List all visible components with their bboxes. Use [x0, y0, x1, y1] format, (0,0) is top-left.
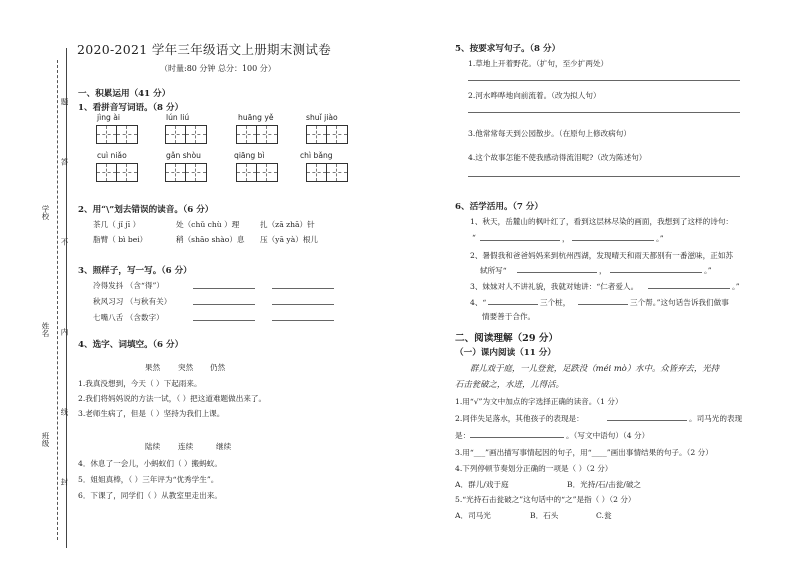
s6-quote-close-2: 。”: [704, 266, 712, 275]
reading-q2: 2.同伴失足落水，其他孩子的表现是：: [455, 414, 584, 423]
q3-heading: 3、照样子，写一写。（6 分）: [78, 266, 192, 276]
pinyin-3: huāng yě: [238, 113, 274, 122]
s6-item-2: 2、暑假我和爸爸妈妈来到杭州西湖，发现晴天和雨天都别有一番滋味，正如苏: [470, 251, 734, 260]
grade-label: 班级: [41, 432, 50, 447]
binding-char-5: 线: [60, 408, 69, 416]
section2-sub: （一）课内阅读（11 分）: [455, 348, 556, 358]
reading-q4-a: A．群儿/戏于庭: [455, 480, 509, 489]
binding-char-1: 题: [60, 98, 69, 106]
q4-word-3: 仍然: [210, 363, 226, 372]
q4-sentence-4: 4．休息了一会儿，小蚂蚁们（ ）搬蚂蚁。: [78, 459, 222, 468]
reading-q5-a: A．司马光: [455, 511, 491, 520]
q4-word-1: 果然: [145, 363, 161, 372]
s5-item-1: 1.草地上开着野花。（扩句，至少扩两处）: [468, 59, 609, 68]
q3-item-3: 七嘴八舌 （含数字）: [93, 313, 164, 322]
section6-heading: 6、活学活用。（7 分）: [455, 202, 543, 212]
pinyin-1: jìng ài: [97, 113, 121, 122]
q4-word-2: 突然: [178, 363, 194, 372]
q4-sentence-6: 6．下课了，同学们（ ）从教室里走出来。: [78, 491, 222, 500]
q4-word-4: 陆续: [145, 442, 161, 451]
s6-blank-1a[interactable]: [480, 240, 560, 241]
s5-answer-1[interactable]: [468, 80, 740, 81]
writing-grid-4[interactable]: [306, 125, 348, 144]
q2-item-1: 茶几（ jǐ jī ）: [93, 220, 141, 229]
reading-q4-b: B．光持/石/击瓮/破之: [567, 480, 642, 489]
q4-heading: 4、选字、词填空。（6 分）: [78, 340, 184, 350]
s5-item-4: 4.这个故事怎能不使我感动得流泪呢?（改为陈述句）: [468, 153, 647, 162]
q4-sentence-5: 5．姐姐真棒，（ ）三年评为“优秀学生”。: [78, 475, 219, 484]
q4-sentence-3: 3.老师生病了，但是（ ）坚持为我们上课。: [78, 409, 225, 418]
q3-item-1: 冷得发抖 （含“得”）: [93, 281, 164, 290]
s6-comma-1: ，: [562, 234, 570, 243]
s6-item-4: 4、“: [470, 298, 487, 307]
q3-blank-3a[interactable]: [193, 320, 255, 321]
binding-line: [66, 48, 67, 548]
reading-q2-blank-2[interactable]: [470, 437, 564, 438]
writing-grid-7[interactable]: [236, 163, 278, 182]
q3-item-2: 秋风习习 （与秋有关）: [93, 297, 172, 306]
s6-item-4b: 三个桩，: [540, 298, 571, 307]
s5-answer-4[interactable]: [468, 176, 740, 177]
s6-item-3: 3、妹妹对人不讲礼貌，我就对她讲：“仁者爱人。: [470, 282, 639, 291]
binding-char-4: 内: [60, 328, 69, 336]
s6-item-4c: 三个帮。”这句话告诉我们做事: [630, 298, 729, 307]
binding-dash-line: [57, 60, 58, 540]
binding-char-3: 不: [60, 238, 69, 246]
reading-q2-c: 。（写文中语句）（4 分）: [566, 431, 650, 440]
q1-heading: 1、看拼音写词语。（8 分）: [78, 103, 184, 113]
q2-item-6: 压（yā yà）根儿: [260, 235, 319, 244]
reading-q5: 5.“光持石击瓮破之”这句话中的“之”是指（ ）（2 分）: [455, 495, 636, 504]
passage-line-2: 石击瓮破之，水迸，儿得活。: [455, 379, 564, 389]
s6-blank-4a[interactable]: [488, 304, 538, 305]
passage-line-1: 群儿戏于庭，一儿登瓮，足跌没（méi mò）水中。众皆弃去，光持: [470, 363, 719, 373]
q4-word-6: 继续: [216, 442, 232, 451]
q2-item-2: 处（chǔ chù ）理: [176, 220, 240, 229]
s6-blank-2b[interactable]: [610, 272, 702, 273]
page-subtitle: （时量:80 分钟 总分：100 分）: [160, 64, 276, 73]
q4-word-5: 连续: [178, 442, 194, 451]
section5-heading: 5、按要求写句子。（8 分）: [455, 44, 561, 54]
s6-item-2b: 轼所写“: [480, 266, 507, 275]
reading-q2-mid: 。司马光的表现: [689, 414, 743, 423]
q2-item-5: 稍（shāo shào）息: [176, 235, 245, 244]
binding-char-6: 封: [60, 478, 69, 486]
school-label: 学校: [41, 205, 50, 220]
reading-q2-blank-1[interactable]: [607, 420, 687, 421]
writing-grid-5[interactable]: [96, 163, 138, 182]
s6-quote-open-1: “: [472, 233, 476, 242]
writing-grid-6[interactable]: [165, 163, 207, 182]
s6-blank-3[interactable]: [648, 288, 730, 289]
s5-answer-2[interactable]: [468, 112, 740, 113]
writing-grid-3[interactable]: [236, 125, 278, 144]
reading-q2-b: 是：: [455, 431, 471, 440]
writing-grid-1[interactable]: [96, 125, 138, 144]
s6-quote-close-3: 。”: [732, 282, 740, 291]
s6-comma-2: ，: [599, 266, 607, 275]
s5-item-3: 3.他常常每天到公园散步。（在原句上修改病句）: [468, 129, 631, 138]
q2-item-3: 扎（zā zhā）针: [260, 220, 315, 229]
writing-grid-2[interactable]: [165, 125, 207, 144]
q4-sentence-1: 1.我真没想到，今天（ ）下起雨来。: [78, 379, 202, 388]
q4-sentence-2: 2.我们将妈妈说的方法一试，（ ）把这道难题做出来了。: [78, 394, 267, 403]
page-title: 2020-2021 学年三年级语文上册期末测试卷: [77, 42, 332, 57]
reading-q5-b: B．石头: [530, 511, 559, 520]
pinyin-5: cuì niǎo: [97, 151, 127, 160]
writing-grid-8[interactable]: [306, 163, 348, 182]
section2-heading: 二、阅读理解（29 分）: [455, 333, 559, 344]
q2-item-4: 脂臂（ bì bei）: [93, 235, 148, 244]
s6-item-4d: 情要善于合作。: [482, 312, 536, 321]
q3-blank-1a[interactable]: [193, 288, 255, 289]
q3-blank-2a[interactable]: [193, 304, 255, 305]
s6-blank-4b[interactable]: [578, 304, 628, 305]
q3-blank-3b[interactable]: [272, 320, 334, 321]
s6-quote-close-1: 。”: [656, 234, 664, 243]
pinyin-2: lún liú: [166, 113, 190, 122]
pinyin-6: gǎn shòu: [166, 151, 201, 160]
q3-blank-1b[interactable]: [272, 288, 334, 289]
reading-q1: 1.用“√”为文中加点的字选择正确的读音。（1 分）: [455, 397, 623, 406]
s6-blank-2a[interactable]: [517, 272, 597, 273]
reading-q3: 3.用“___”画出描写事情起因的句子，用“____”画出事情结果的句子。（2 分）: [455, 448, 713, 457]
pinyin-7: qiāng bì: [234, 151, 265, 160]
section1-heading: 一、积累运用（41 分）: [78, 89, 171, 99]
s5-item-2: 2.河水哗哗地向前流着。（改为拟人句）: [468, 91, 601, 100]
reading-q5-c: C.瓮: [596, 511, 612, 520]
reading-q4: 4.下列停顿节奏划分正确的一项是（ ）（2 分）: [455, 464, 613, 473]
s6-item-1: 1、秋天，岳麓山的枫叶红了，看到这层林尽染的画面，我想到了这样的诗句：: [470, 217, 734, 226]
pinyin-8: chì bǎng: [300, 151, 333, 160]
q2-heading: 2、用“\”划去错误的读音。（6 分）: [78, 205, 214, 215]
binding-char-2: 答: [60, 158, 69, 166]
s6-blank-1b[interactable]: [572, 240, 654, 241]
pinyin-4: shuǐ jiào: [306, 113, 338, 122]
q3-blank-2b[interactable]: [272, 304, 334, 305]
name-label: 姓名: [41, 322, 50, 337]
